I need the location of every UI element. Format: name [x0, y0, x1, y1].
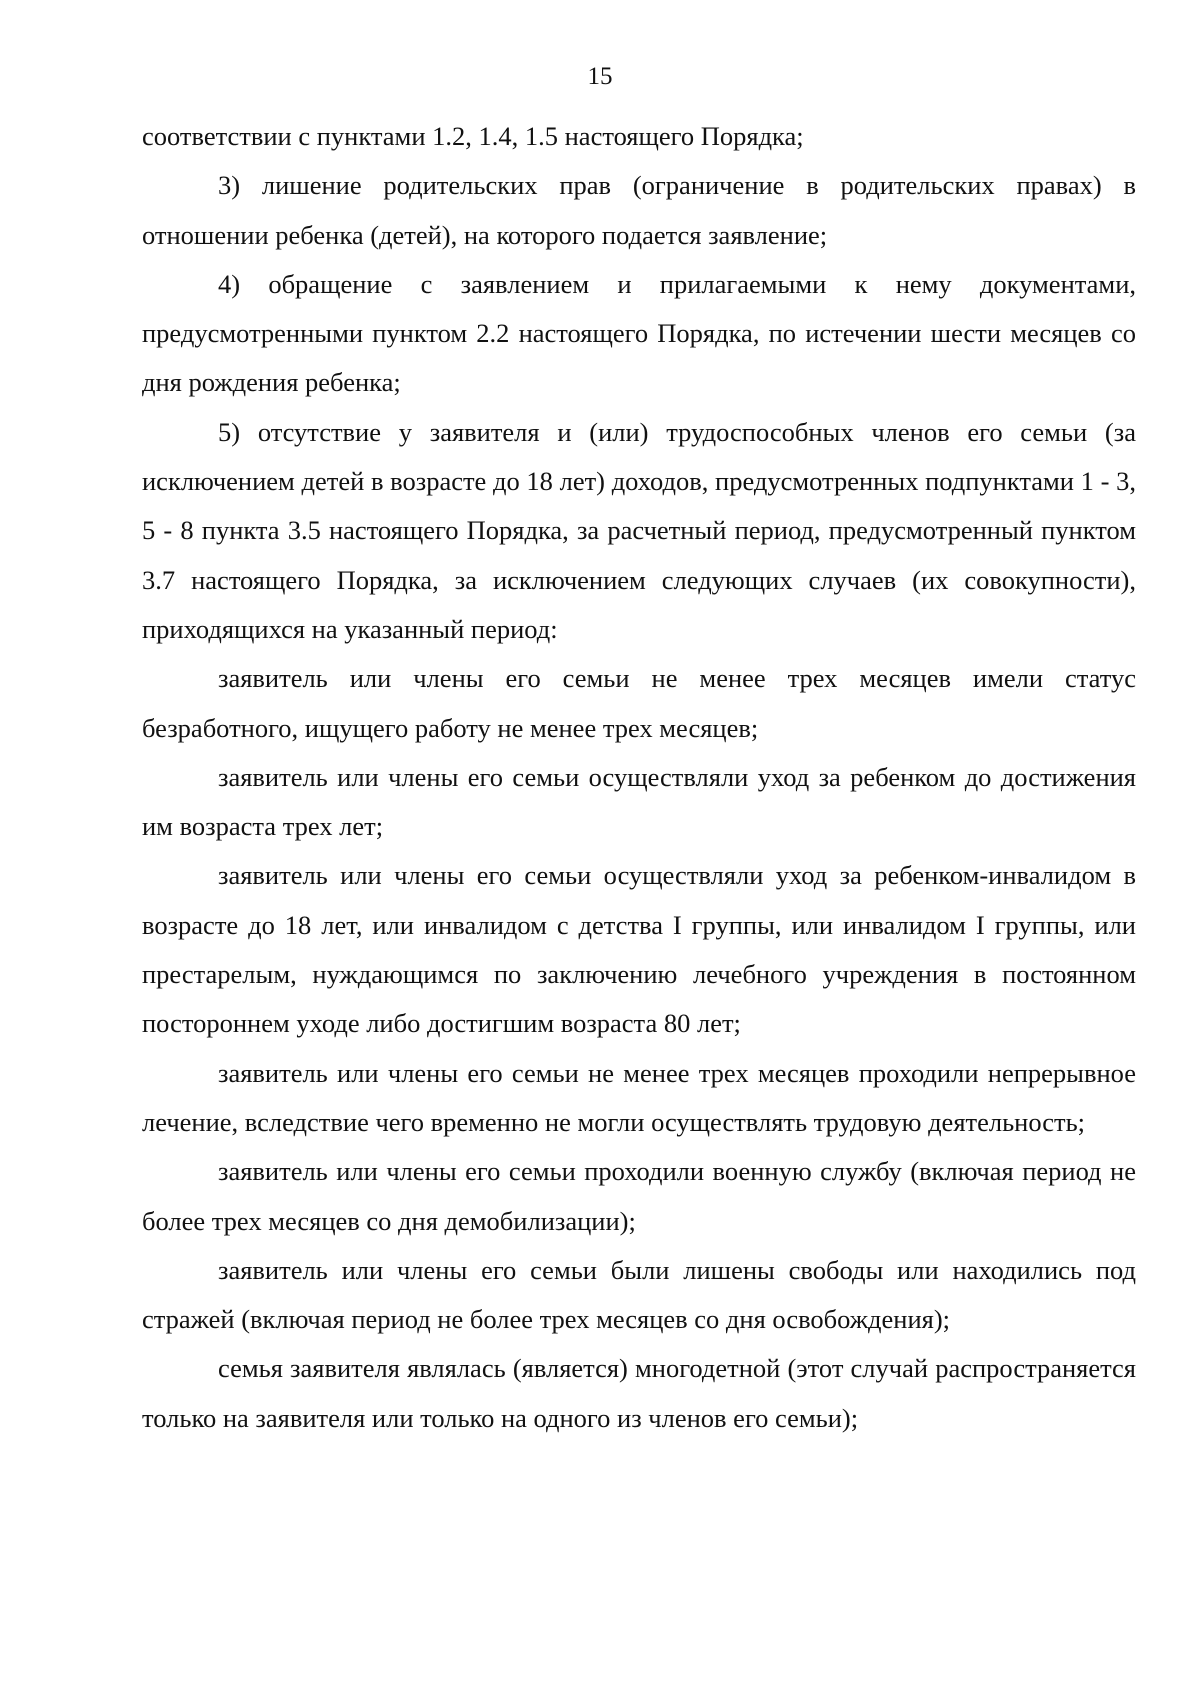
- paragraph-item-4: 4) обращение с заявлением и прилагаемыми к нему документами, предусмотренными пунктом 2.2 настоящего Порядка, по истечении шести месяцев со дня рождения ребенка;: [142, 268, 1136, 398]
- paragraph-exception-unemployed: заявитель или члены его семьи не менее трех месяцев имели статус безработного, ищущего работу не менее трех месяцев;: [142, 663, 1136, 743]
- document-body: [142, 112, 1136, 1443]
- paragraph-item-5: 5) отсутствие у заявителя и (или) трудоспособных членов его семьи (за исключением детей в возрасте до 18 лет) доходов, предусмотренных подпунктами 1 - 3, 5 - 8 пункта 3.5 настоящего Порядка, за расчетный период, предусмотренный пунктом 3.7 настоящего Порядка, за исключением следующих случаев (их совокупности), приходящихся на указанный период:: [142, 416, 1136, 644]
- paragraph-exception-large-family: семья заявителя являлась (является) многодетной (этот случай распространяется только на заявителя или только на одного из членов его семьи);: [142, 1353, 1136, 1433]
- paragraph-item-3: 3) лишение родительских прав (ограничение в родительских правах) в отношении ребенка (детей), на которого подается заявление;: [142, 170, 1136, 250]
- paragraph-exception-disabled-care: заявитель или члены его семьи осуществляли уход за ребенком-инвалидом в возрасте до 18 лет, или инвалидом с детства I группы, или инвалидом I группы, или престарелым, нуждающимся по заключению лечебного учреждения в постоянном постороннем уходе либо достигшим возраста 80 лет;: [142, 860, 1136, 1039]
- page-number: 15: [587, 63, 613, 90]
- paragraph-continuation: соответствии с пунктами 1.2, 1.4, 1.5 настоящего Порядка;: [142, 121, 804, 151]
- paragraph-exception-military: заявитель или члены его семьи проходили военную службу (включая период не более трех месяцев со дня демобилизации);: [142, 1156, 1136, 1236]
- paragraph-exception-treatment: заявитель или члены его семьи не менее трех месяцев проходили непрерывное лечение, вследствие чего временно не могли осуществлять трудовую деятельность;: [142, 1057, 1136, 1137]
- paragraph-exception-custody: заявитель или члены его семьи были лишены свободы или находились под стражей (включая период не более трех месяцев со дня освобождения);: [142, 1254, 1136, 1335]
- paragraph-exception-childcare: заявитель или члены его семьи осуществляли уход за ребенком до достижения им возраста трех лет;: [142, 761, 1136, 842]
